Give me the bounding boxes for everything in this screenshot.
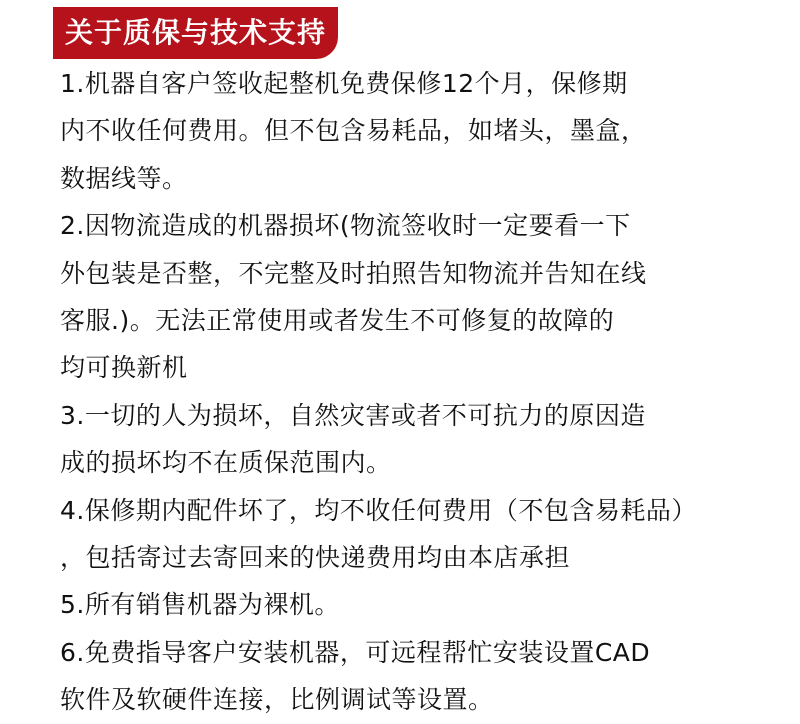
text-line: 均可换新机 [60, 353, 188, 383]
text-line: 内不收任何费用。但不包含易耗品，如堵头，墨盒， [60, 116, 647, 146]
text-line: 成的损坏均不在质保范围内。 [60, 448, 392, 478]
section-title-badge [53, 7, 338, 59]
text-line: 3.一切的人为损坏，自然灾害或者不可抗力的原因造 [60, 400, 646, 430]
text-line: 软件及软硬件连接，比例调试等设置。 [60, 685, 494, 715]
text-line: 数据线等。 [60, 163, 188, 193]
text-line: 外包装是否整，不完整及时拍照告知物流并告知在线 [60, 258, 647, 288]
section-title: 关于质保与技术支持 [64, 16, 326, 49]
text-line: ，包括寄过去寄回来的快递费用均由本店承担 [60, 543, 571, 573]
text-line: 5.所有销售机器为裸机。 [60, 590, 340, 620]
text-line: 2.因物流造成的机器损坏(物流签收时一定要看一下 [60, 211, 631, 241]
text-line: 4.保修期内配件坏了，均不收任何费用（不包含易耗品） [60, 495, 697, 525]
text-line: 6.免费指导客户安装机器，可远程帮忙安装设置CAD [60, 637, 651, 667]
text-line: 客服.)。无法正常使用或者发生不可修复的故障的 [60, 306, 615, 336]
warranty-terms-text [60, 60, 790, 724]
text-line: 1.机器自客户签收起整机免费保修12个月，保修期 [60, 69, 628, 98]
